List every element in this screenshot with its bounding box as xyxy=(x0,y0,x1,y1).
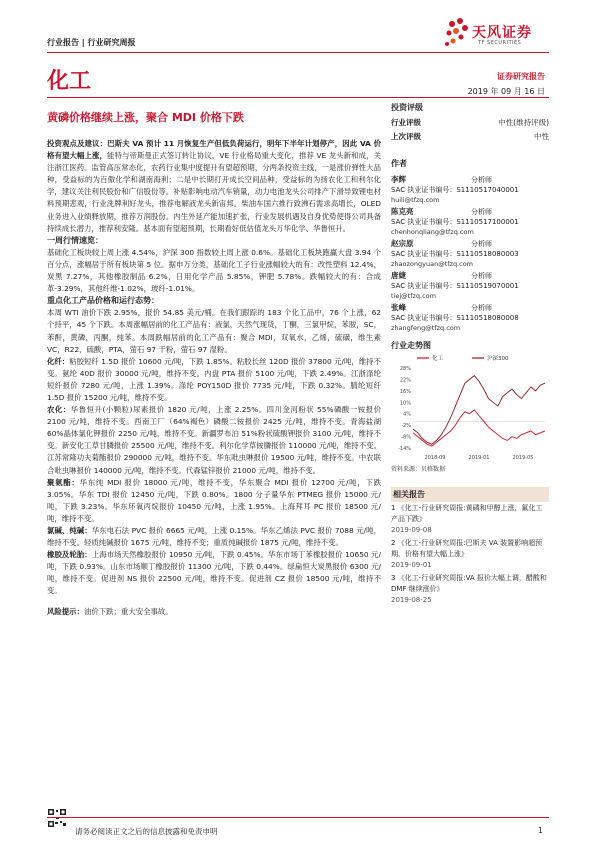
related-list xyxy=(391,503,549,606)
y-tick-label: 22% xyxy=(399,377,411,384)
y-tick-label: -8% xyxy=(401,434,411,441)
item-fiber xyxy=(47,356,381,404)
author-name: 赵宗原 xyxy=(391,239,414,248)
author-role: 分析师 xyxy=(471,240,492,248)
author-name: 陈克亮 xyxy=(391,207,414,216)
author-role: 分析师 xyxy=(471,176,492,184)
product-price-title: 重点化工产品价格和运行态势： xyxy=(47,296,159,306)
author-email[interactable]: huili@tfzq.com xyxy=(391,196,440,204)
author-email[interactable]: zhangfeng@tfzq.com xyxy=(391,324,461,332)
report-type: 证券研究报告 xyxy=(497,72,545,81)
related-title: 2 《化工-行业研究周报:巴斯夫 VA 装置影响超预期，价格有望大幅上涨》 xyxy=(391,539,543,558)
footer-rule xyxy=(47,817,549,818)
risk-warning xyxy=(47,606,381,618)
breadcrumb: 行业报告 | 行业研究周报 xyxy=(47,38,136,47)
related-title: 1 《化工-行业研究周报:黄磷和甲醇上涨，氟化工产品下跌》 xyxy=(391,504,543,523)
item-label: 聚氨酯： xyxy=(47,477,80,487)
y-tick-label: 10% xyxy=(399,400,411,407)
author-cert: SAC 执业证书编号：S1110517100001 xyxy=(391,218,519,226)
author-role: 分析师 xyxy=(471,304,492,312)
item-label: 氯碱、纯碱： xyxy=(47,526,92,535)
y-tick-label: -14% xyxy=(398,446,411,452)
rating-value: 中性 xyxy=(534,132,549,141)
authors-label: 作者 xyxy=(391,159,407,168)
item-text: 粘胶短纤 1.5D 报价 10600 元/吨，下跌 1.85%。粘胶长丝 120D 报价 37800 元/吨，维持不变。氨纶 40D 报价 30000 元/吨，维持不变。内盘 PTA 报价 5100 元/吨，下跌 2.49%。江浙涤纶短纤报价 7280 元/吨，上涨 1.39%。涤纶 POY150D 报价 7735 元/吨，下跌 0.32%。腈纶短纤 1.5D 报价 15200 元/吨，维持不变。 xyxy=(47,356,381,402)
item-label: 化纤： xyxy=(47,356,70,366)
industry-title: 化工 xyxy=(47,69,92,94)
item-label: 农化： xyxy=(47,405,71,415)
y-tick-label: 16% xyxy=(399,388,411,395)
title-rule xyxy=(47,97,549,98)
related-title: 3 《化工-行业研究周报:VA 报价大幅上调，醋酸和 DMF 继续涨价》 xyxy=(391,574,547,593)
author-name: 张峰 xyxy=(391,303,406,312)
legend-label: 化工 xyxy=(432,356,444,362)
risk-text: 油价下跌；重大安全事故。 xyxy=(83,606,173,616)
rating-block xyxy=(391,102,549,145)
related-date: 2019-09-01 xyxy=(391,561,432,569)
series-line xyxy=(413,376,545,445)
trend-chart xyxy=(391,352,549,470)
main-body xyxy=(47,138,381,618)
related-date: 2019-09-08 xyxy=(391,526,432,534)
author-cert: SAC 执业证书编号：S1110518080008 xyxy=(391,314,519,322)
investment-paragraph xyxy=(47,138,381,235)
item-polyurethane xyxy=(47,477,381,525)
author-role: 分析师 xyxy=(471,208,492,216)
related-item[interactable] xyxy=(391,538,549,571)
product-summary-text: 在我们跟踪的 183 个化工品中，76 个上涨，62 个持平，45 个下跌。本周涨幅居前的化工产品有：液氯，天然气现货，丁酮，三氯甲烷，苯胺，SC，苯酐，黄磷，丙酮，纯苯。本周跌幅居前的化工产品有：聚合 MDI，双氧水，乙烯，硫磺，维生素 VC，R22，硫酸，PTA，萤石 97 干粉，萤石 97 湿粉。 xyxy=(47,308,381,354)
chart-source: 资料来源：贝格数据 xyxy=(391,466,446,473)
logo-subtitle: TF SECURITIES xyxy=(478,40,522,46)
author-name: 李辉 xyxy=(391,175,406,184)
oil-price-text: 本周 WTI 油价下跌 2.95%，报价 54.85 美元/桶。 xyxy=(47,308,220,318)
related-date: 2019-08-25 xyxy=(391,596,432,604)
x-tick-label: 2019-01 xyxy=(468,455,490,461)
footer-disclaimer: 请务必阅读正文之后的信息披露和免责申明 xyxy=(75,827,218,836)
item-text: 华东纯 MDI 报价 18000 元/吨，维持不变，华东聚合 MDI 报价 12700 元/吨，下跌 3.05%。华东 TDI 报价 12450 元/吨，下跌 0.80%。1800 分子量华东 PTMEG 报价 15000 元/吨，下跌 3.23%。华东环氧丙烷报价 10450 元/吨，上涨 1.95%。上海拜耳 PC 报价 18500 元/吨，维持不变。 xyxy=(47,477,381,523)
author-name: 唐婕 xyxy=(391,271,406,280)
author-email[interactable]: tiej@tfzq.com xyxy=(391,292,436,300)
author-entry xyxy=(391,303,549,333)
item-text: 华鲁恒升(小颗粒)尿素报价 1820 元/吨，上涨 2.25%。四川金河粉状 55%磷酸一铵报价 2100 元/吨，维持不变。西南工厂（64%褐色）磷酸二铵报价 2425 元/吨，维持不变。青海盐湖 60%晶体氯化钾报价 2250 元/吨，维持不变。新疆罗布泊 51%粉状硫酸钾报价 3100 元/吨，维持不变。新安化工草甘膦报价 25500 元/吨，维持不变。利尔化学草铵膦报价 110000 元/吨，维持不变。江苏常隆功夫菊酯报价 290000 元/吨，维持不变。华东吡虫啉报价 19500 元/吨，维持不变。中农联合吡虫啉报价 140000 元/吨，维持不变。代森锰锌报价 21000 元/吨，维持不变。 xyxy=(47,405,381,475)
y-tick-label: 4% xyxy=(403,411,411,418)
rating-row xyxy=(391,131,549,145)
rating-label: 投资评级 xyxy=(391,103,423,112)
author-entry xyxy=(391,207,549,237)
item-chlor-alkali xyxy=(47,525,381,549)
rating-row xyxy=(391,117,549,131)
author-cert: SAC 执业证书编号：S1110518080003 xyxy=(391,250,519,258)
related-label: 相关报告 xyxy=(391,487,549,502)
investment-text: 能特与帝斯曼正式签订转让协议，VE 行业格局重大变化，推荐 VE 龙头新和成，关注浙江医药。监管高压常态化，农药行业集中度提升有望超预期，分两条投资主线，一是涨价弹性大品种，受益标的为百傲化学和湖南海利；二是中长期打开成长空间品种，受益标的为扬农化工和利尔化学，建议关注利民股份和广信股份等。补贴影响电动汽车销量，动力电池龙头公司排产下滑导致锂电材料预期悲观，行业洗牌利好龙头，推荐电解液龙头新宙邦。柴油车国六推行致沸石需求高增长，OLED 业务进入业绩释放期，推荐万润股份。内生外延产能加速扩张，行业发展机遇及自身优势使得公司具备持续成长潜力，推荐利安隆。基本面有望超预期，长期看好低估值龙头万华化学、华鲁恒升。 xyxy=(47,151,381,233)
author-entry xyxy=(391,175,549,205)
legend-label: 沪深300 xyxy=(487,356,509,362)
item-label: 橡胶及轮胎： xyxy=(47,550,92,560)
item-agro xyxy=(47,404,381,477)
x-tick-label: 2018-09 xyxy=(424,455,446,461)
page-number: 1 xyxy=(538,826,543,835)
headline: 黄磷价格继续上涨，聚合 MDI 价格下跌 xyxy=(47,111,244,124)
qr-code-icon xyxy=(47,808,67,828)
weekly-review-title: 一周行情速览： xyxy=(47,235,103,245)
investment-lead: 投资观点及建议：巴斯夫 VA 预计 11 月恢复生产但低负荷运行，明年下半年计划停产，因此 VA 价格有望大幅上涨， xyxy=(47,139,381,161)
x-tick-label: 2019-05 xyxy=(512,455,534,461)
author-entry xyxy=(391,239,549,269)
product-price-intro xyxy=(47,307,381,355)
author-cert: SAC 执业证书编号：S1110517040001 xyxy=(391,186,519,194)
rating-value: 中性(维持评级) xyxy=(498,118,549,127)
author-role: 分析师 xyxy=(471,272,492,280)
item-text: 华东电石法 PVC 报价 6665 元/吨，上涨 0.15%。华东乙烯法 PVC 报价 7088 元/吨，维持不变。轻质纯碱报价 1675 元/吨，维持不变；重质纯碱报价 1875 元/吨，维持不变。 xyxy=(47,526,381,548)
author-email[interactable]: chenhonqliang@tfzq.com xyxy=(391,228,474,236)
related-item[interactable] xyxy=(391,573,549,606)
risk-label: 风险提示： xyxy=(47,606,84,616)
author-email[interactable]: zhaozongyuan@tfzq.com xyxy=(391,260,474,268)
rating-key: 行业评级 xyxy=(391,118,421,127)
item-rubber xyxy=(47,549,381,597)
related-item[interactable] xyxy=(391,503,549,536)
series-line xyxy=(413,410,545,446)
authors-block xyxy=(391,158,549,335)
y-tick-label: 28% xyxy=(399,366,411,372)
header-rule xyxy=(47,52,549,53)
y-tick-label: -2% xyxy=(401,423,411,430)
logo-name: 天风证券 xyxy=(472,25,532,41)
weekly-review-text: 基础化工板块较上周上涨 4.54%，沪深 300 指数较上周上涨 0.6%。基础化工板块跑赢大盘 3.94 个百分点，涨幅居于所有板块第 5 位。据申万分类，基础化工子行业涨幅较大的有：改性塑料 12.4%，炭黑 7.27%，其他橡胶制品 6.2%，日用化学产品 5.85%，钾肥 5.78%。跌幅较大的有：合成革-3.29%，其他纤维-1.02%，玻纤-1.01%。 xyxy=(47,247,381,294)
rating-key: 上次评级 xyxy=(391,132,421,141)
chart-label: 行业走势图 xyxy=(391,341,431,350)
author-cert: SAC 执业证书编号：S1110519070001 xyxy=(391,282,519,290)
report-date: 2019 年 09 月 16 日 xyxy=(467,87,545,96)
author-entry xyxy=(391,271,549,301)
item-text: 上海市场天然橡胶报价 10950 元/吨，下跌 0.45%。华东市场丁苯橡胶报价 10650 元/吨，下跌 0.93%。山东市场顺丁橡胶报价 11300 元/吨，下跌 0.44%。绿扁恒大炭黑报价 6300 元/吨，维持不变。促进剂 NS 报价 22500 元/吨，维持不变。促进剂 CZ 报价 18500 元/吨，维持不变。 xyxy=(47,550,381,596)
